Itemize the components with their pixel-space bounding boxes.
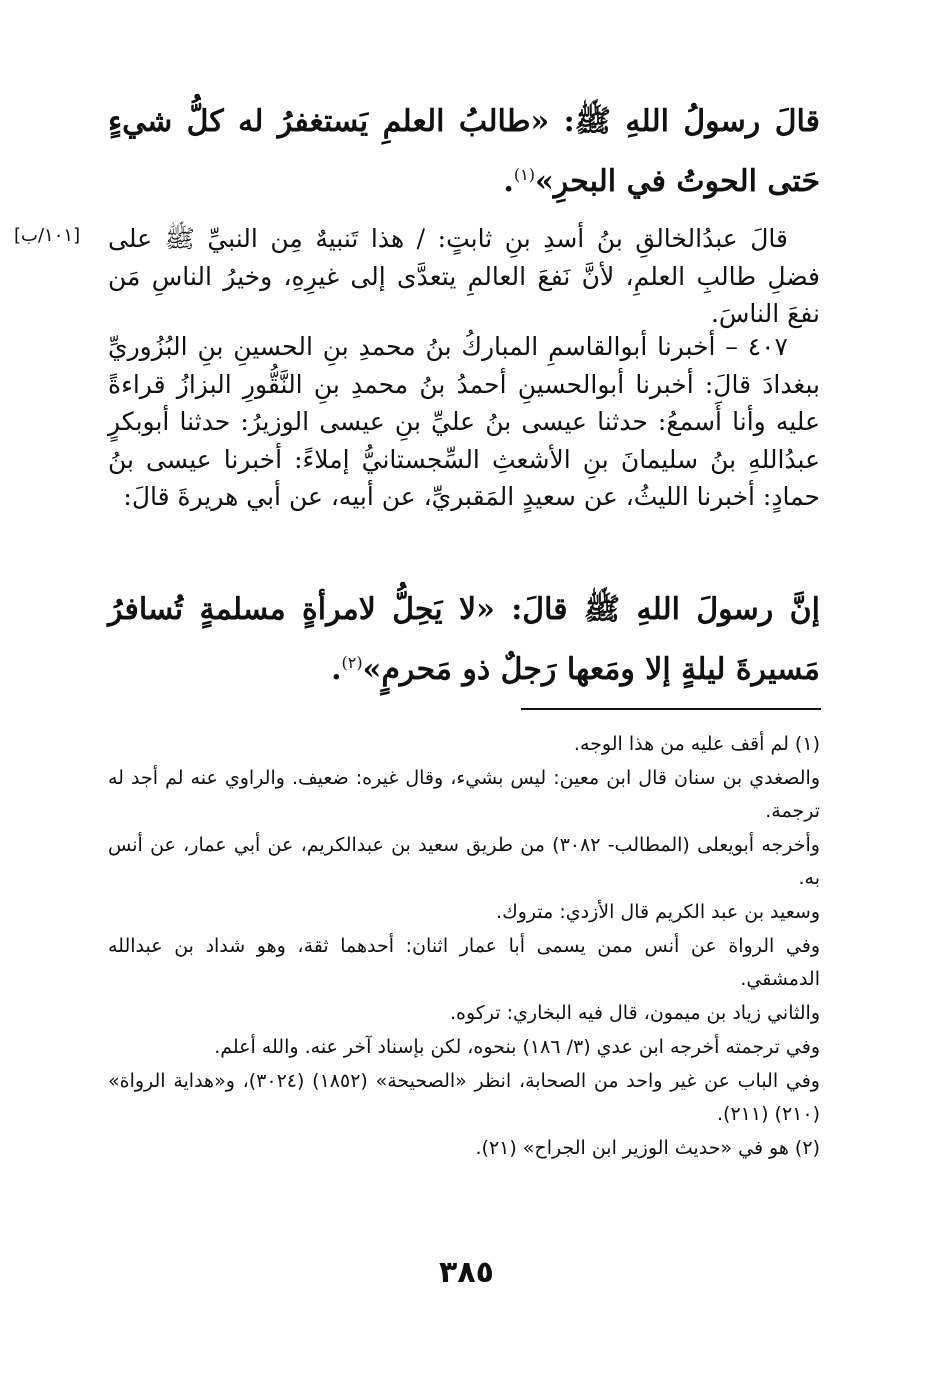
footnote-ref-1[interactable]: (١): [513, 165, 535, 184]
hadith-2-end: .: [331, 652, 342, 687]
footnote-separator: [521, 708, 821, 710]
manuscript-folio-marker: [١٠١/ب]: [14, 225, 81, 246]
footnote-line: والصغدي بن سنان قال ابن معين: ليس بشيء، وقال غيره: ضعيف. والراوي عنه لم أجد له ترجمة.: [108, 767, 820, 822]
report-407-paragraph: [108, 328, 820, 516]
footnote-line: وفي ترجمته أخرجه ابن عدي (٣/ ١٨٦) بنحوه، لكن بإسناد آخر عنه. والله أعلم.: [214, 1036, 820, 1058]
hadith-2-text: إنَّ رسولَ اللهِ ﷺ قالَ: «لا يَحِلُّ لامرأةٍ مسلمةٍ تُسافرُ مَسيرةَ ليلةٍ إلا ومَعها رَجلٌ ذو مَحرمٍ»: [108, 592, 820, 687]
footnote-line: وفي الرواة عن أنس ممن يسمى أبا عمار اثنان: أحدهما ثقة، وهو شداد بن عبدالله الدمشقي.: [108, 935, 820, 990]
footnote-line: والثاني زياد بن ميمون، قال فيه البخاري: تركوه.: [449, 1002, 820, 1024]
hadith-1-text: قالَ رسولُ اللهِ ﷺ: «طالبُ العلمِ يَستغفرُ له كلُّ شيءٍ حَتى الحوتُ في البحرِ»: [108, 104, 820, 199]
report-407-text: ٤٠٧ – أخبرنا أبوالقاسمِ المباركُ بنُ محمدِ بنِ الحسينِ بنِ البُزُوريِّ ببغدادَ قالَ: أخبرنا أبوالحسينِ أحمدُ بنُ محمدِ بنِ النَّقُّورِ البزازُ قراءةً عليه وأنا أَسمعُ: حدثنا عيسى بنُ عليِّ بنِ عيسى الوزيرُ: حدثنا أبوبكرٍ عبدُاللهِ بنُ سليمانَ بنِ الأشعثِ السِّجستانيُّ إملاءً: أخبرنا عيسى بنُ حمادٍ: أخبرنا الليثُ، عن سعيدٍ المَقبريِّ، عن أبيه، عن أبي هريرةَ قالَ:: [108, 332, 820, 511]
footnote-line: (٢) هو في «حديث الوزير ابن الجراح» (٢١).: [475, 1137, 820, 1159]
footnote-line: (١) لم أقف عليه من هذا الوجه.: [573, 733, 820, 755]
commentary-paragraph: [108, 220, 820, 333]
hadith-2-paragraph: [108, 580, 820, 700]
footnote-ref-2[interactable]: (٢): [341, 653, 363, 672]
hadith-1-paragraph: [108, 92, 820, 212]
footnote-line: وفي الباب عن غير واحد من الصحابة، انظر «الصحيحة» (١٨٥٢) (٣٠٢٤)، و«هداية الرواة» (٢١٠) (٢١١).: [108, 1070, 820, 1125]
footnote-line: وسعيد بن عبد الكريم قال الأزدي: متروك.: [496, 901, 820, 923]
hadith-1-end: .: [503, 164, 514, 199]
page-number: ٣٨٥: [439, 1255, 494, 1290]
commentary-text: قالَ عبدُالخالقِ بنُ أسدِ بنِ ثابتٍ: / هذا تَنبيهٌ مِن النبيِّ ﷺ على فضلِ طالبِ العلمِ، لأنَّ نَفعَ العالمِ يتعدَّى إلى غيرِهِ، وخيرُ الناسِ مَن نفعَ الناسَ.: [108, 224, 820, 328]
footnotes-section: [108, 728, 820, 1166]
footnote-line: وأخرجه أبويعلى (المطالب- ٣٠٨٢) من طريق سعيد بن عبدالكريم، عن أبي عمار، عن أنس به.: [108, 834, 820, 889]
